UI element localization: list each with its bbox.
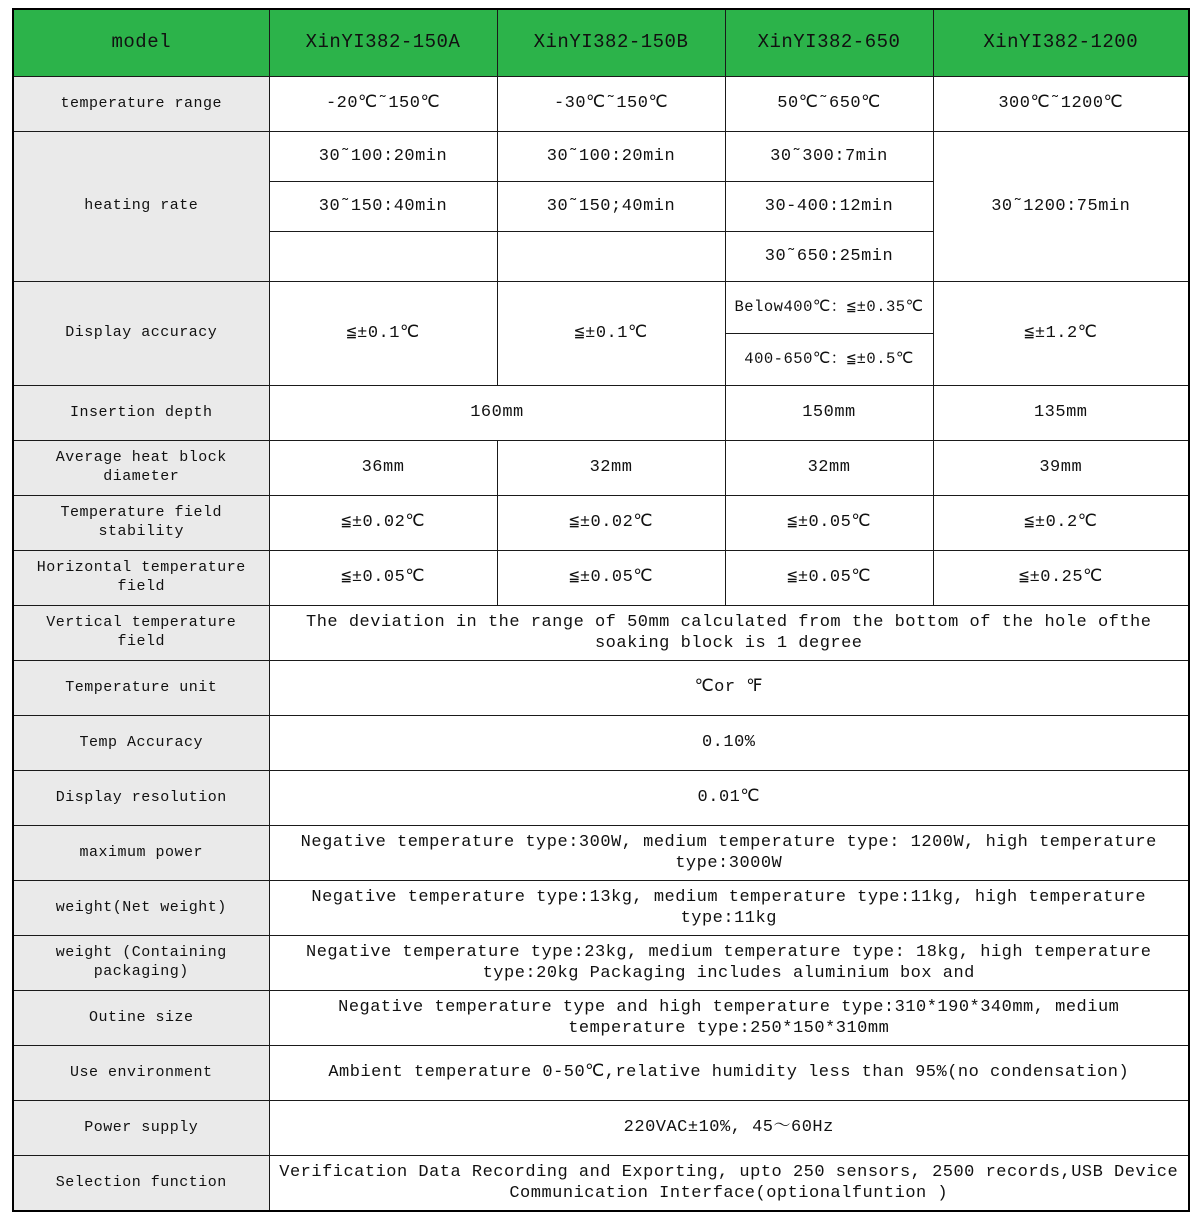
cell-temperature-unit-value: ℃or ℉ [269, 661, 1189, 716]
cell-heating-rate-1200: 30˜1200:75min [933, 132, 1189, 282]
row-label-maximum-power: maximum power [13, 826, 269, 881]
table-row [13, 716, 1189, 771]
cell-heating-rate-150b-2: 30˜150;40min [497, 182, 725, 232]
header-row [13, 9, 1189, 77]
cell-selection-function-value: Verification Data Recording and Exporting, upto 250 sensors, 2500 records,USB Device Communication Interface(optionalfuntion ) [269, 1156, 1189, 1212]
cell-display-resolution-value: 0.01℃ [269, 771, 1189, 826]
cell-avg-heat-block-150b: 32mm [497, 441, 725, 496]
table-row [13, 441, 1189, 496]
cell-horizontal-temp-field-1200: ≦±0.25℃ [933, 551, 1189, 606]
row-label-outine-size: Outine size [13, 991, 269, 1046]
table-row [13, 551, 1189, 606]
table-row [13, 132, 1189, 182]
table-row [13, 77, 1189, 132]
cell-use-environment-value: Ambient temperature 0-50℃,relative humidity less than 95%(no condensation) [269, 1046, 1189, 1101]
cell-heating-rate-150b-1: 30˜100:20min [497, 132, 725, 182]
cell-temperature-range-650: 50℃˜650℃ [725, 77, 933, 132]
cell-display-accuracy-1200: ≦±1.2℃ [933, 282, 1189, 386]
table-row [13, 386, 1189, 441]
row-label-temperature-range: temperature range [13, 77, 269, 132]
cell-temp-field-stability-150a: ≦±0.02℃ [269, 496, 497, 551]
cell-temp-accuracy-value: 0.10% [269, 716, 1189, 771]
cell-avg-heat-block-1200: 39mm [933, 441, 1189, 496]
table-row [13, 1156, 1189, 1212]
cell-insertion-depth-1200: 135mm [933, 386, 1189, 441]
cell-temperature-range-1200: 300℃˜1200℃ [933, 77, 1189, 132]
table-row [13, 771, 1189, 826]
row-label-weight-net: weight(Net weight) [13, 881, 269, 936]
cell-heating-rate-650-3: 30˜650:25min [725, 232, 933, 282]
cell-display-accuracy-150b: ≦±0.1℃ [497, 282, 725, 386]
row-label-average-heat-block-diameter: Average heat block diameter [13, 441, 269, 496]
header-column-1: XinYI382-150A [269, 9, 497, 77]
cell-insertion-depth-150ab: 160mm [269, 386, 725, 441]
row-label-insertion-depth: Insertion depth [13, 386, 269, 441]
row-label-heating-rate: heating rate [13, 132, 269, 282]
cell-temp-field-stability-1200: ≦±0.2℃ [933, 496, 1189, 551]
cell-avg-heat-block-150a: 36mm [269, 441, 497, 496]
cell-temp-field-stability-150b: ≦±0.02℃ [497, 496, 725, 551]
row-label-temperature-unit: Temperature unit [13, 661, 269, 716]
row-label-vertical-temperature-field: Vertical temperature field [13, 606, 269, 661]
cell-display-accuracy-650-below400: Below400℃：≦±0.35℃ [725, 282, 933, 334]
cell-display-accuracy-650-400to650: 400-650℃：≦±0.5℃ [725, 334, 933, 386]
header-column-2: XinYI382-150B [497, 9, 725, 77]
row-label-use-environment: Use environment [13, 1046, 269, 1101]
row-label-selection-function: Selection function [13, 1156, 269, 1212]
table-row [13, 606, 1189, 661]
row-label-temperature-field-stability: Temperature field stability [13, 496, 269, 551]
table-row [13, 826, 1189, 881]
cell-temperature-range-150a: -20℃˜150℃ [269, 77, 497, 132]
row-label-temp-accuracy: Temp Accuracy [13, 716, 269, 771]
cell-horizontal-temp-field-150b: ≦±0.05℃ [497, 551, 725, 606]
header-column-4: XinYI382-1200 [933, 9, 1189, 77]
cell-avg-heat-block-650: 32mm [725, 441, 933, 496]
cell-horizontal-temp-field-150a: ≦±0.05℃ [269, 551, 497, 606]
table-row [13, 1101, 1189, 1156]
cell-insertion-depth-650: 150mm [725, 386, 933, 441]
cell-heating-rate-650-1: 30˜300:7min [725, 132, 933, 182]
table-row [13, 282, 1189, 334]
cell-heating-rate-150a-2: 30˜150:40min [269, 182, 497, 232]
row-label-display-resolution: Display resolution [13, 771, 269, 826]
cell-power-supply-value: 220VAC±10%, 45～60Hz [269, 1101, 1189, 1156]
row-label-horizontal-temperature-field: Horizontal temperature field [13, 551, 269, 606]
table-row [13, 1046, 1189, 1101]
table-row [13, 991, 1189, 1046]
cell-temperature-range-150b: -30℃˜150℃ [497, 77, 725, 132]
cell-heating-rate-650-2: 30-400:12min [725, 182, 933, 232]
cell-weight-packaging-value: Negative temperature type:23kg, medium temperature type: 18kg, high temperature type:20kg Packaging includes aluminium box and [269, 936, 1189, 991]
header-model: model [13, 9, 269, 77]
cell-outine-size-value: Negative temperature type and high temperature type:310*190*340mm, medium temperature type:250*150*310mm [269, 991, 1189, 1046]
table-row [13, 936, 1189, 991]
cell-vertical-temp-field-value: The deviation in the range of 50mm calculated from the bottom of the hole ofthe soaking block is 1 degree [269, 606, 1189, 661]
cell-maximum-power-value: Negative temperature type:300W, medium temperature type: 1200W, high temperature type:3000W [269, 826, 1189, 881]
table-row [13, 881, 1189, 936]
row-label-power-supply: Power supply [13, 1101, 269, 1156]
table-header [13, 9, 1189, 77]
row-label-weight-packaging: weight (Containing packaging) [13, 936, 269, 991]
cell-weight-net-value: Negative temperature type:13kg, medium temperature type:11kg, high temperature type:11kg [269, 881, 1189, 936]
cell-heating-rate-150b-3 [497, 232, 725, 282]
cell-display-accuracy-150a: ≦±0.1℃ [269, 282, 497, 386]
cell-heating-rate-150a-3 [269, 232, 497, 282]
header-column-3: XinYI382-650 [725, 9, 933, 77]
table-row [13, 496, 1189, 551]
table-row [13, 661, 1189, 716]
cell-heating-rate-150a-1: 30˜100:20min [269, 132, 497, 182]
table-body [13, 77, 1189, 1212]
row-label-display-accuracy: Display accuracy [13, 282, 269, 386]
cell-horizontal-temp-field-650: ≦±0.05℃ [725, 551, 933, 606]
specification-table [12, 8, 1190, 1212]
cell-temp-field-stability-650: ≦±0.05℃ [725, 496, 933, 551]
